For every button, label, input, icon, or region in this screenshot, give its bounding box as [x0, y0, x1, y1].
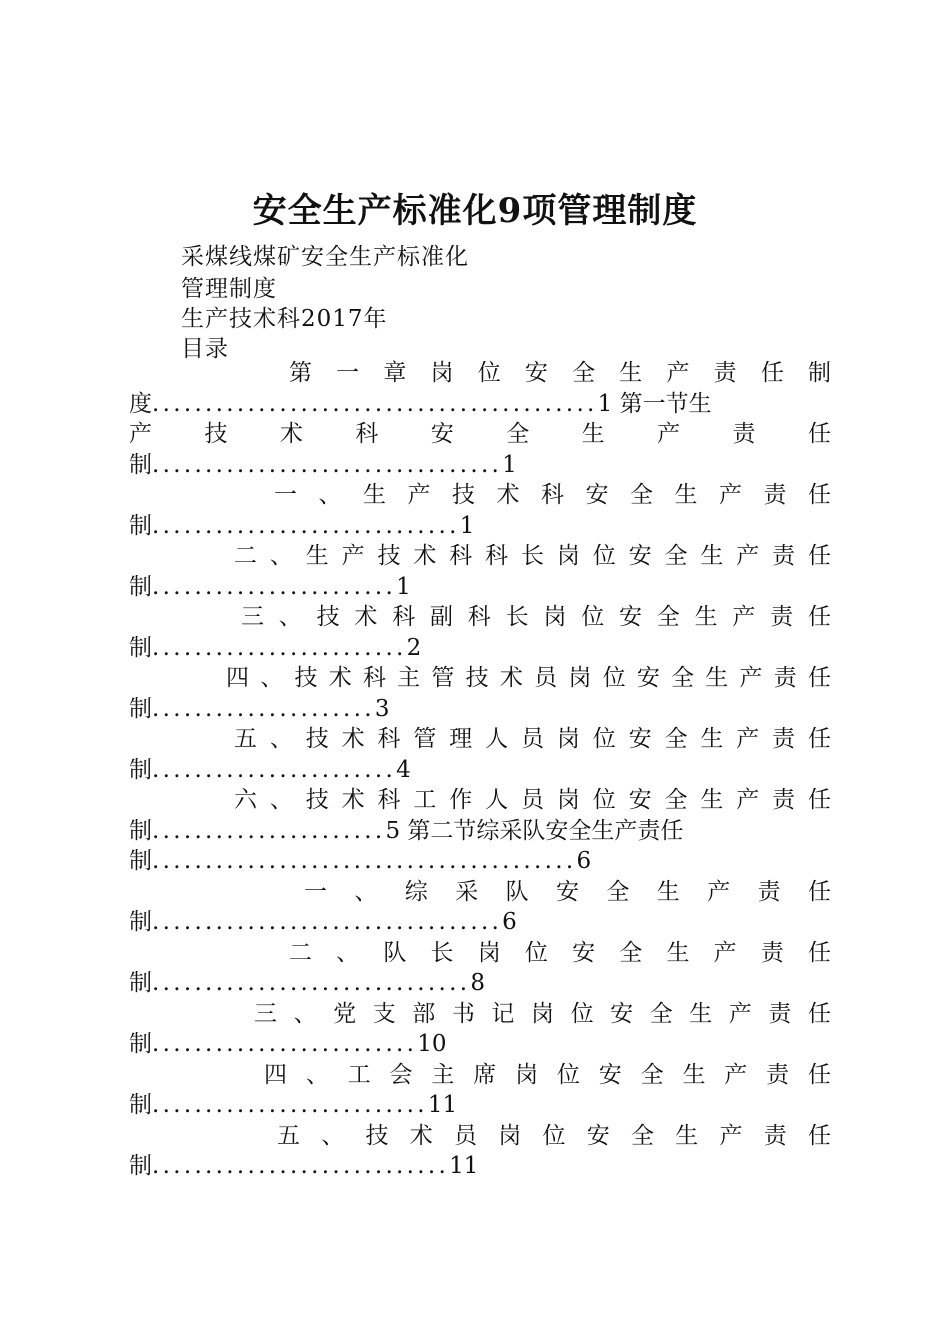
toc-entry-leader: 制.............................1 — [129, 512, 475, 539]
toc-entry-leader: 制..............................8 — [129, 970, 485, 996]
toc-page-number: 11 — [427, 1092, 458, 1118]
toc-entry-title: 一 、 生 产 技 术 科 安 全 生 产 责 任 — [274, 482, 831, 508]
toc-entry-title: 四 、 工 会 主 席 岗 位 安 全 生 产 责 任 — [264, 1061, 831, 1088]
toc-entry-leader: 制.......................1 — [129, 573, 411, 600]
toc-page-number: 1 — [459, 512, 475, 539]
toc-page-number: 10 — [417, 1031, 447, 1057]
toc-page-number: 2 — [406, 634, 422, 661]
table-of-contents — [129, 358, 831, 1182]
toc-entry-leader: 制.................................6 — [129, 909, 517, 935]
toc-entry-title: 二 、 队 长 岗 位 安 全 生 产 责 任 — [289, 939, 831, 966]
toc-page-number: 4 — [396, 756, 411, 783]
toc-page-number: 6 — [576, 848, 592, 874]
header-line-department: 生产技术科2017年 — [181, 306, 388, 332]
toc-entry-leader: 制..........................11 — [129, 1092, 458, 1118]
toc-entry-leader: 制.................................1 — [129, 451, 517, 478]
toc-entry-title: 三 、 党 支 部 书 记 岗 位 安 全 生 产 责 任 — [254, 1000, 831, 1027]
toc-entry-title: 四 、 技 术 科 主 管 技 术 员 岗 位 安 全 生 产 责 任 — [226, 665, 831, 691]
toc-entry-leader: 制........................2 — [129, 634, 422, 661]
toc-entry-title: 二 、 生 产 技 术 科 科 长 岗 位 安 全 生 产 责 任 — [234, 543, 831, 569]
header-line-mine: 采煤线煤矿安全生产标准化 — [181, 244, 469, 270]
toc-entry-title: 三 、 技 术 科 副 科 长 岗 位 安 全 生 产 责 任 — [241, 604, 831, 630]
toc-page-number: 6 — [502, 909, 517, 935]
toc-entry-leader: 制........................................6 — [129, 848, 592, 874]
toc-entry-title: 一 、 综 采 队 安 全 生 产 责 任 — [304, 878, 831, 905]
toc-page-number: 11 — [449, 1153, 479, 1179]
toc-entry-title: 第 一 章 岗 位 安 全 生 产 责 任 制 — [289, 360, 831, 386]
toc-page-number: 3 — [374, 695, 390, 722]
toc-entry-leader: 制............................11 — [129, 1153, 479, 1179]
toc-page-number: 1 — [396, 573, 411, 600]
document-title: 安全生产标准化9项管理制度 — [252, 191, 698, 231]
toc-entry-leader: 制.....................3 — [129, 695, 390, 722]
toc-page-number: 1 第一节生 — [597, 390, 712, 417]
header-line-contents: 目录 — [181, 336, 229, 362]
header-line-system: 管理制度 — [181, 276, 277, 302]
toc-entry-title: 五 、 技 术 员 岗 位 安 全 生 产 责 任 — [277, 1122, 831, 1149]
toc-entry-leader: 制.......................4 — [129, 756, 411, 783]
toc-entry-leader: 度..........................................1 第一节生 — [129, 390, 712, 417]
toc-entry-leader: 制......................5 第二节综采队安全生产责任 — [129, 817, 684, 844]
toc-entry-leader: 制.........................10 — [129, 1031, 447, 1057]
toc-entry-title: 六 、 技 术 科 工 作 人 员 岗 位 安 全 生 产 责 任 — [234, 787, 831, 813]
toc-page-number: 8 — [470, 970, 485, 996]
toc-page-number: 1 — [502, 451, 517, 478]
toc-page-number: 5 第二节综采队安全生产责任 — [385, 817, 684, 844]
toc-entry-title: 五 、 技 术 科 管 理 人 员 岗 位 安 全 生 产 责 任 — [234, 726, 831, 752]
toc-entry-title: 产 技 术 科 安 全 生 产 责 任 — [129, 421, 831, 447]
